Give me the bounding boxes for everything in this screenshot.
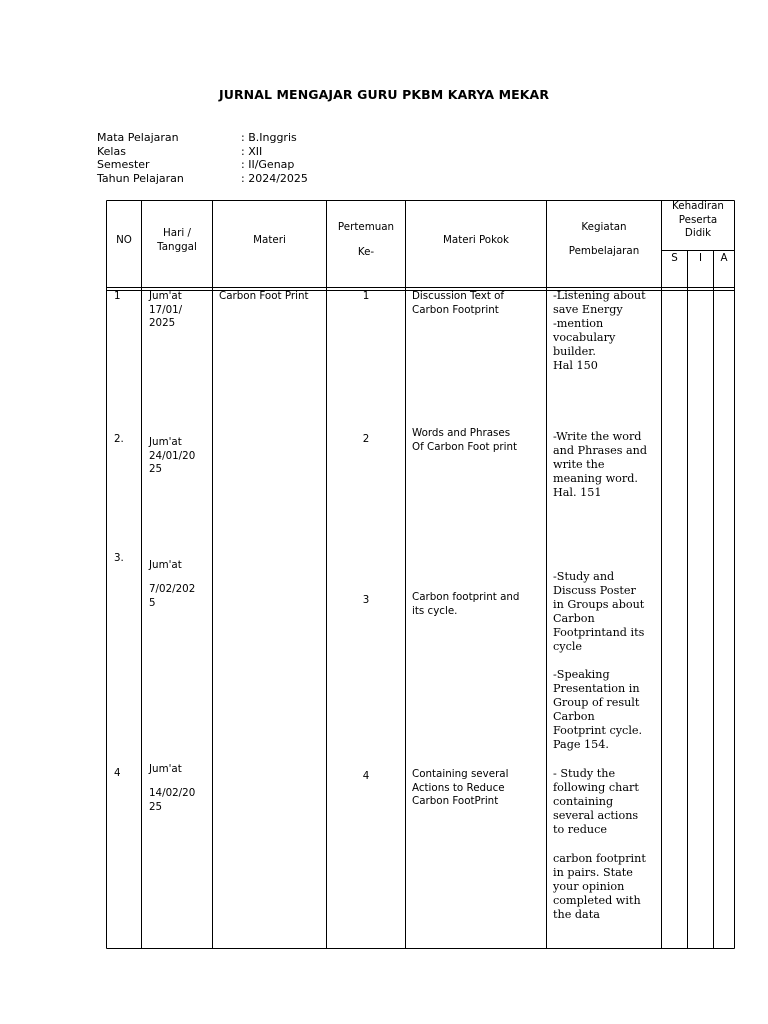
kegiatan-line: Footprint cycle. [553, 724, 643, 738]
hari-line: 25 [149, 800, 163, 813]
header-kehadiran-line: Kehadiran [672, 200, 724, 212]
row-1-materi-pokok [412, 290, 504, 317]
row-1-hari [149, 290, 182, 331]
kegiatan-line: the data [553, 908, 600, 922]
row-3-hari-date [149, 583, 195, 610]
hari-line: 24/01/20 [149, 449, 196, 462]
kegiatan-line: Presentation in [553, 682, 640, 696]
materi-pokok-line: Actions to Reduce [412, 781, 505, 794]
row-4-hari-day: Jum'at [149, 763, 182, 775]
header-no: NO [116, 234, 132, 246]
header-s: S [671, 252, 678, 264]
row-4-kegiatan-b [553, 852, 646, 922]
row-3-materi-pokok [412, 591, 519, 618]
kegiatan-line: to reduce [553, 823, 608, 837]
header-kegiatan-1: Kegiatan [581, 221, 627, 233]
hari-line: 17/01/ [149, 303, 183, 316]
kegiatan-line: write the [553, 458, 605, 472]
kegiatan-line: Hal. 151 [553, 486, 602, 500]
header-kehadiran-line: Didik [684, 227, 712, 239]
row-3-no: 3. [114, 552, 124, 564]
materi-pokok-line: Words and Phrases [412, 427, 511, 439]
kegiatan-line: - Study the [553, 767, 616, 780]
row-1-no: 1 [114, 290, 121, 302]
kegiatan-line: Hal 150 [553, 359, 598, 373]
kegiatan-line: your opinion [553, 880, 625, 894]
row-2-kegiatan [553, 430, 647, 500]
hari-line: Jum'at [149, 290, 182, 302]
kegiatan-line: Footprintand its [553, 626, 645, 640]
materi-pokok-line: Discussion Text of [412, 290, 505, 302]
kegiatan-line: Page 154. [553, 738, 609, 752]
materi-pokok-line: Carbon Footprint [412, 303, 499, 316]
materi-pokok-line: Containing several [412, 768, 509, 780]
kegiatan-line: and Phrases and [553, 444, 648, 458]
kegiatan-line: meaning word. [553, 472, 638, 486]
row-2-pertemuan: 2 [362, 433, 370, 445]
row-2-materi-pokok [412, 427, 517, 454]
header-pertemuan-2: Ke- [357, 246, 375, 258]
meta-value: : XII [241, 144, 263, 158]
meta-key: Semester [97, 158, 150, 172]
meta-key: Mata Pelajaran [97, 131, 179, 144]
row-3-kegiatan-b [553, 668, 642, 753]
header-pertemuan-1: Pertemuan [337, 221, 395, 233]
row-3-pertemuan: 3 [362, 594, 370, 606]
row-4-pertemuan: 4 [362, 770, 370, 782]
kegiatan-line: containing [553, 795, 614, 809]
kegiatan-line: Carbon [553, 612, 595, 626]
kegiatan-line: -Study and [553, 570, 615, 583]
hari-line: Jum'at [149, 436, 182, 448]
header-kehadiran-line: Peserta [678, 213, 718, 226]
hari-line: 7/02/202 [149, 583, 196, 595]
kegiatan-line: Carbon [553, 710, 595, 724]
kegiatan-line: completed with [553, 894, 641, 908]
kegiatan-line: -Speaking [553, 668, 610, 681]
materi-pokok-line: Carbon FootPrint [412, 795, 499, 807]
row-3-kegiatan-a [553, 570, 644, 655]
header-hari-line: Tanggal [157, 240, 197, 253]
kegiatan-line: several actions [553, 809, 639, 823]
header-a: A [720, 252, 728, 264]
meta-key: Kelas [97, 144, 126, 158]
kegiatan-line: in pairs. State [553, 866, 633, 880]
kegiatan-line: -Write the word [553, 430, 642, 443]
row-4-hari-date [149, 787, 195, 814]
row-2-hari [149, 436, 195, 477]
hari-line: 14/02/20 [149, 787, 196, 799]
meta-value: : II/Genap [241, 158, 295, 172]
row-2-no: 2. [114, 433, 124, 445]
materi-pokok-line: Carbon footprint and [412, 591, 520, 603]
header-kehadiran [661, 200, 735, 241]
row-1-pertemuan: 1 [362, 290, 370, 302]
document-title: JURNAL MENGAJAR GURU PKBM KARYA MEKAR [218, 87, 550, 102]
header-i: I [698, 252, 703, 264]
header-kegiatan-2: Pembelajaran [568, 245, 640, 257]
kegiatan-line: -Listening about [553, 289, 646, 302]
meta-key: Tahun Pelajaran [97, 171, 184, 185]
hari-line: 5 [149, 596, 156, 609]
row-3-hari-day: Jum'at [149, 559, 182, 571]
meta-value: : 2024/2025 [241, 171, 308, 185]
kegiatan-line: in Groups about [553, 598, 645, 612]
kegiatan-line: following chart [553, 781, 639, 795]
row-4-materi-pokok [412, 768, 508, 809]
kegiatan-line: vocabulary [553, 331, 616, 345]
kegiatan-line: cycle [553, 640, 583, 654]
kegiatan-line: carbon footprint [553, 852, 646, 865]
kegiatan-line: builder. [553, 345, 596, 359]
hari-line: 25 [149, 463, 163, 475]
kegiatan-line: Discuss Poster [553, 584, 636, 598]
row-4-no: 4 [114, 767, 121, 779]
materi-pokok-line: its cycle. [412, 604, 458, 617]
row-1-kegiatan [553, 289, 646, 374]
materi-pokok-line: Of Carbon Foot print [412, 440, 518, 453]
kegiatan-line: save Energy [553, 303, 623, 317]
kegiatan-line: Group of result [553, 696, 640, 710]
header-hari-line: Hari / [163, 227, 191, 239]
row-1-materi: Carbon Foot Print [219, 290, 309, 302]
row-4-kegiatan-a [553, 767, 639, 837]
kegiatan-line: -mention [553, 317, 604, 331]
header-materi: Materi [253, 234, 286, 246]
header-materi-pokok: Materi Pokok [443, 234, 509, 246]
meta-value: : B.Inggris [241, 131, 297, 144]
hari-line: 2025 [149, 317, 176, 329]
header-hari [141, 227, 213, 254]
